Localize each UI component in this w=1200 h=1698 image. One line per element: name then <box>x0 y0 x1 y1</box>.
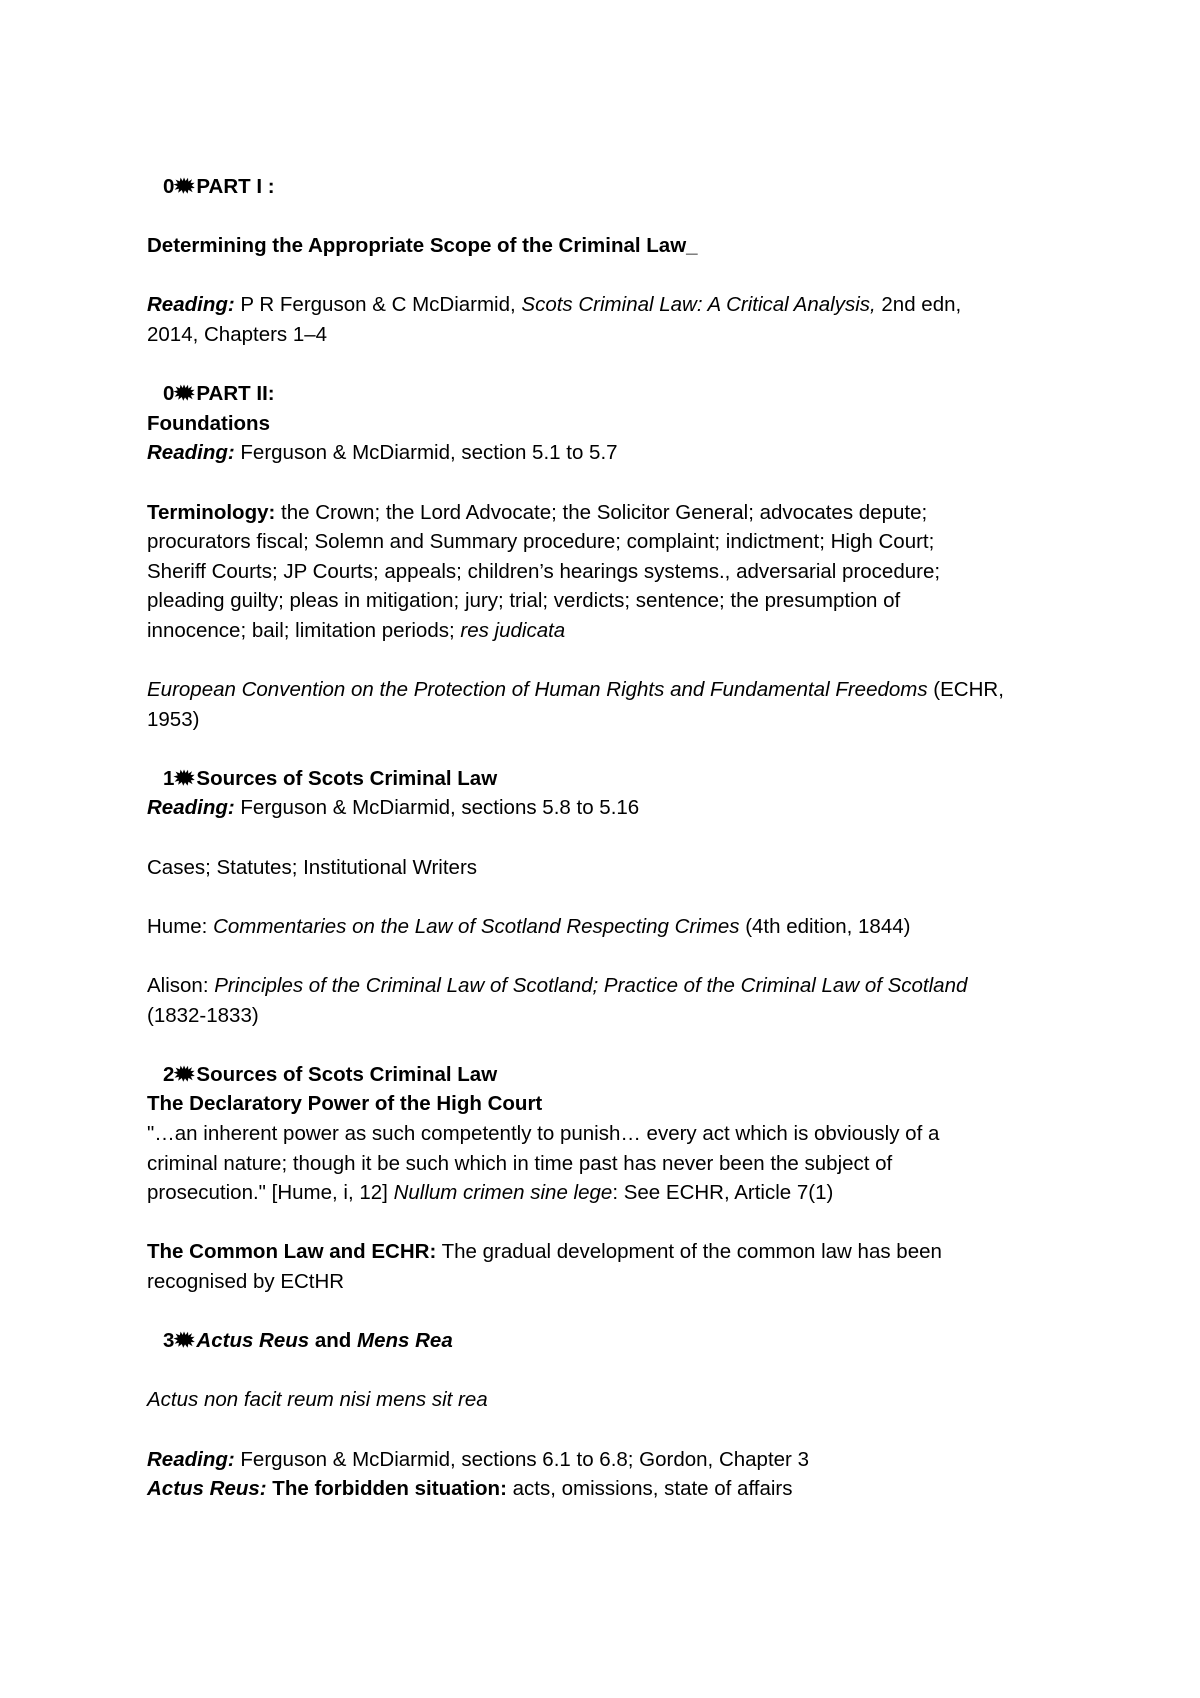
reading-label: Reading: <box>147 441 235 465</box>
terminology-line: procurators fiscal; Solemn and Summary procedure; complaint; indictment; High Court; <box>147 530 935 554</box>
actus-reus-line <box>147 1474 1077 1504</box>
terminology-label: Terminology: <box>147 500 276 524</box>
reading-text: Ferguson & McDiarmid, sections 5.8 to 5.16 <box>234 796 640 820</box>
terminology-text: innocence; bail; limitation periods; <box>147 618 461 642</box>
echr-abbrev: (ECHR, <box>927 678 1004 702</box>
quote-line: criminal nature; though it be such which in time past has never been the subject of <box>147 1151 893 1175</box>
reading-label: Reading: <box>147 1447 235 1471</box>
bullet-splat-icon <box>173 1065 195 1082</box>
reading-edition: 2nd edn, <box>875 293 962 317</box>
item1-heading-text: Sources of Scots Criminal Law <box>196 766 498 790</box>
item2-heading-text: Sources of Scots Criminal Law <box>196 1062 498 1086</box>
item2-heading <box>147 1060 1077 1090</box>
part2-reading <box>147 438 1077 468</box>
alison-title: Principles of the Criminal Law of Scotland; Practice of the Criminal Law of Scotland <box>214 974 968 998</box>
terminology-text: the Crown; the Lord Advocate; the Solicitor General; advocates depute; <box>275 500 928 524</box>
hume-edition: (4th edition, 1844) <box>739 914 911 938</box>
part2-heading <box>147 379 1077 409</box>
actus-reus-label: Actus Reus: <box>147 1477 267 1501</box>
latin-maxim: Actus non facit reum nisi mens sit rea <box>147 1388 488 1412</box>
part1-number: 0 <box>163 175 175 198</box>
reading-book-title: Scots Criminal Law: A Critical Analysis, <box>521 293 876 317</box>
hume-author: Hume: <box>147 914 214 938</box>
alison-author: Alison: <box>147 974 215 998</box>
reading-text: Ferguson & McDiarmid, section 5.1 to 5.7 <box>234 441 618 465</box>
common-law-line <box>147 1237 1077 1267</box>
quote-line: "…an inherent power as such competently to punish… every act which is obviously of a <box>147 1122 940 1145</box>
item3-mens-rea: Mens Rea <box>357 1329 453 1353</box>
part2-number: 0 <box>163 382 175 406</box>
alison-line <box>147 971 1077 1001</box>
common-law-text: The gradual development of the common law has been <box>436 1240 942 1264</box>
bullet-splat-icon <box>173 384 195 401</box>
sources-list: Cases; Statutes; Institutional Writers <box>147 855 478 879</box>
item1-reading <box>147 793 1077 823</box>
item3-heading <box>147 1326 1077 1356</box>
terminology-line: Sheriff Courts; JP Courts; appeals; children’s hearings systems., adversarial procedure; <box>147 559 941 583</box>
echr-year: 1953) <box>147 707 200 731</box>
item1-heading <box>147 764 1077 794</box>
item3-actus-reus: Actus Reus <box>196 1329 310 1353</box>
actus-reus-text: acts, omissions, state of affairs <box>506 1477 793 1501</box>
echr-article: : See ECHR, Article 7(1) <box>612 1181 834 1205</box>
document-page <box>147 172 1077 1504</box>
hume-title: Commentaries on the Law of Scotland Respecting Crimes <box>213 914 740 938</box>
item3-reading <box>147 1445 1077 1475</box>
forbidden-situation: The forbidden situation: <box>266 1477 507 1501</box>
item3-number: 3 <box>163 1329 175 1353</box>
bullet-splat-icon <box>173 1331 195 1348</box>
reading-text: P R Ferguson & C McDiarmid, <box>234 293 522 317</box>
part1-reading-line2: 2014, Chapters 1–4 <box>147 322 328 346</box>
alison-years: (1832-1833) <box>147 1003 259 1027</box>
part1-reading <box>147 290 1077 320</box>
part1-title: Determining the Appropriate Scope of the Criminal Law_ <box>147 234 698 258</box>
item2-number: 2 <box>163 1062 175 1086</box>
part1-heading <box>147 172 1077 202</box>
part2-heading-text: PART II: <box>196 382 275 406</box>
nullum-crimen: Nullum crimen sine lege <box>393 1181 613 1205</box>
terminology-line: pleading guilty; pleas in mitigation; jury; trial; verdicts; sentence; the presumption of <box>147 589 901 613</box>
quote-text: prosecution." [Hume, i, 12] <box>147 1181 394 1205</box>
hume-line <box>147 912 1077 942</box>
reading-label: Reading: <box>147 293 235 317</box>
item3-and: and <box>309 1329 358 1353</box>
part2-subheading: Foundations <box>147 411 270 435</box>
bullet-splat-icon <box>173 769 195 786</box>
res-judicata: res judicata <box>460 618 566 642</box>
item1-number: 1 <box>163 766 175 790</box>
terminology-line <box>147 498 1077 528</box>
common-law-line2: recognised by ECtHR <box>147 1269 345 1293</box>
item2-subheading: The Declaratory Power of the High Court <box>147 1092 543 1116</box>
echr-line <box>147 675 1077 705</box>
reading-text: Ferguson & McDiarmid, sections 6.1 to 6.8; Gordon, Chapter 3 <box>234 1447 809 1471</box>
common-law-label: The Common Law and ECHR: <box>147 1240 437 1264</box>
part1-heading-text: PART I : <box>196 175 275 198</box>
bullet-splat-icon <box>173 177 195 194</box>
echr-title: European Convention on the Protection of Human Rights and Fundamental Freedoms <box>147 678 928 702</box>
terminology-line <box>147 616 1077 646</box>
quote-line <box>147 1178 1077 1208</box>
reading-label: Reading: <box>147 796 235 820</box>
